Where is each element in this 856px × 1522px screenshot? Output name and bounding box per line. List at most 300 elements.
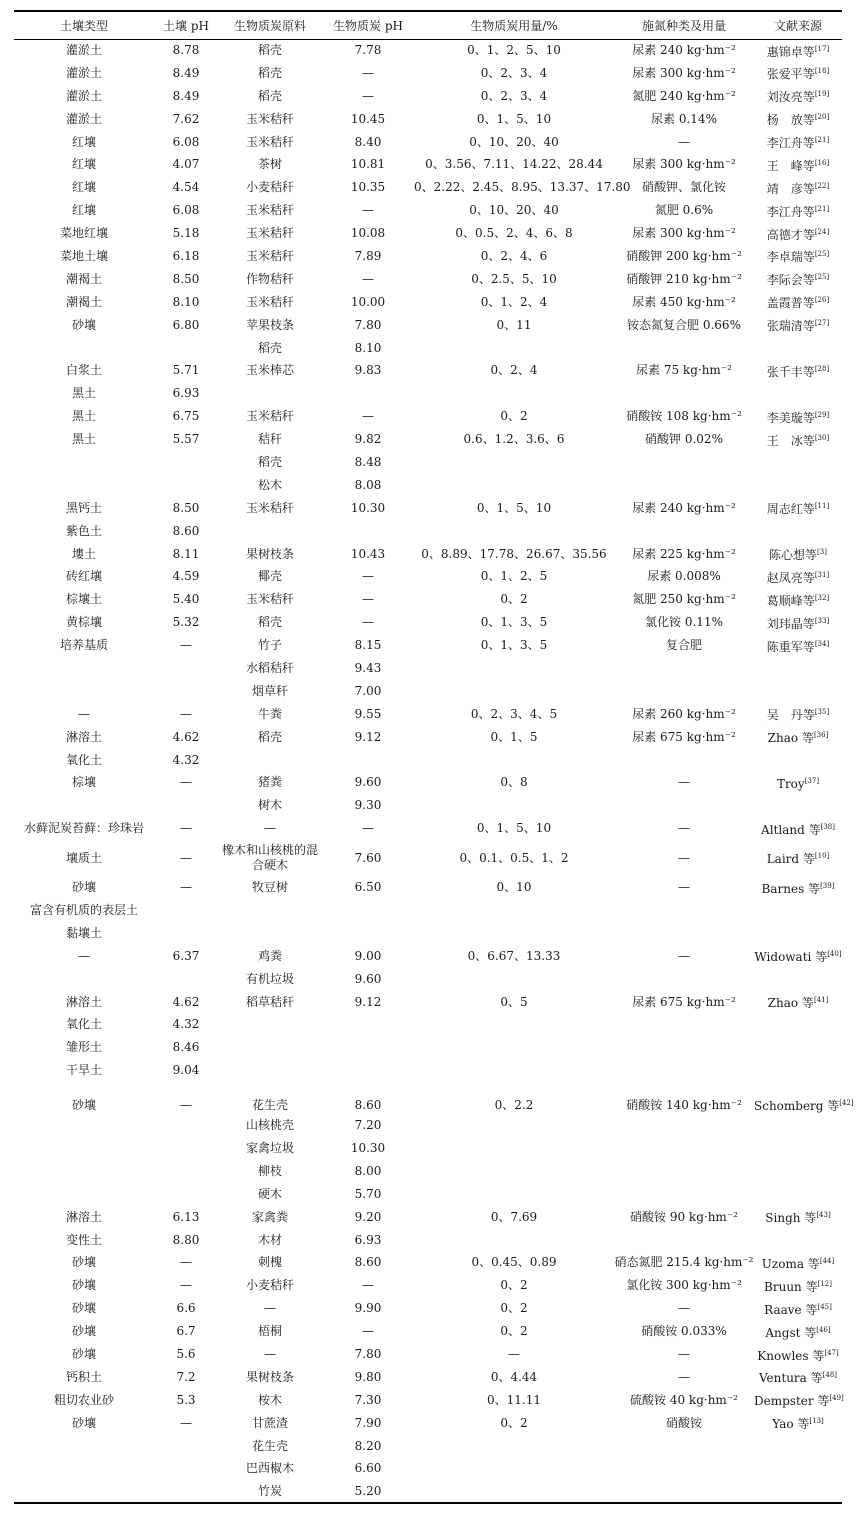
soil-type-cell: 黄棕壤 — [65, 615, 102, 630]
nitrogen-cell: — — [678, 1369, 690, 1384]
feedstock-cell: 牧豆树 — [251, 880, 288, 895]
table-row — [14, 1320, 842, 1343]
soil-type-cell — [14, 337, 154, 360]
soil-ph-cell: 4.54 — [172, 180, 200, 195]
soil-ph-cell — [154, 1458, 218, 1481]
soil-type-cell — [14, 794, 154, 817]
soil-type-cell: 砂壤 — [71, 1255, 96, 1270]
biochar-ph-cell — [322, 922, 414, 945]
soil-ph-cell: — — [180, 775, 192, 790]
reference-author: 高德才等 — [766, 227, 815, 242]
reference-cell — [754, 1274, 842, 1297]
header-biochar-feedstock: 生物质炭原料 — [218, 11, 322, 39]
table-row — [14, 772, 842, 795]
reference-cell — [754, 474, 842, 497]
biochar-ph-cell: 8.40 — [354, 134, 382, 149]
feedstock-cell — [218, 899, 322, 922]
biochar-rate-cell: 0、1、2、5 — [480, 569, 548, 584]
nitrogen-cell: 尿素 300 kg·hm⁻² — [632, 157, 736, 172]
soil-ph-cell: 8.50 — [172, 271, 200, 286]
reference-cell — [754, 588, 842, 611]
biochar-rate-cell — [414, 657, 614, 680]
biochar-ph-cell: 9.00 — [354, 948, 382, 963]
reference-cell — [754, 62, 842, 85]
soil-ph-cell — [154, 657, 218, 680]
reference-cell — [754, 199, 842, 222]
reference-author: Zhao 等 — [767, 996, 814, 1011]
feedstock-cell: 作物秸秆 — [245, 271, 294, 286]
feedstock-cell: 稻壳 — [257, 454, 282, 469]
nitrogen-cell — [614, 968, 754, 991]
soil-type-cell: 菜地红壤 — [59, 226, 108, 241]
header-nitrogen-type-rate: 施氮种类及用量 — [614, 11, 754, 39]
reference-citation: [31] — [814, 570, 830, 579]
feedstock-cell: — — [264, 1347, 276, 1362]
reference-cell — [754, 680, 842, 703]
nitrogen-cell: 氮肥 240 kg·hm⁻² — [632, 88, 736, 103]
reference-author: 王 峰等 — [766, 158, 815, 173]
biochar-rate-cell: 0、2 — [500, 592, 528, 607]
table-row — [14, 1480, 842, 1503]
feedstock-cell: 稻壳 — [257, 43, 282, 58]
reference-cell — [754, 1183, 842, 1206]
table-row — [14, 588, 842, 611]
table-row — [14, 1297, 842, 1320]
table-row — [14, 62, 842, 85]
soil-ph-cell: — — [180, 850, 192, 865]
soil-type-cell: 灌淤土 — [65, 111, 102, 126]
biochar-rate-cell — [414, 1458, 614, 1481]
nitrogen-cell: 硫酸铵 40 kg·hm⁻² — [630, 1392, 738, 1407]
table-row — [14, 680, 842, 703]
reference-author: 李美璇等 — [766, 410, 815, 425]
table-body — [14, 39, 854, 1503]
reference-citation: [41] — [813, 996, 829, 1005]
reference-citation: [19] — [814, 90, 830, 99]
soil-type-cell: 棕壤 — [71, 775, 96, 790]
soil-type-cell: 砖红壤 — [65, 569, 102, 584]
soil-type-cell — [14, 1160, 154, 1183]
feedstock-cell: 小麦秸秆 — [245, 1278, 294, 1293]
reference-citation: [20] — [814, 113, 830, 122]
reference-cell — [754, 899, 842, 922]
biochar-rate-cell: 0、2、4 — [490, 363, 538, 378]
reference-citation: [11] — [814, 502, 830, 511]
biochar-ph-cell: 8.60 — [354, 1097, 382, 1112]
biochar-rate-cell: 0、10、20、40 — [469, 134, 559, 149]
reference-cell — [754, 1297, 842, 1320]
soil-ph-cell: 8.78 — [172, 43, 200, 58]
biochar-ph-cell: 9.43 — [354, 660, 382, 675]
biochar-rate-cell — [414, 1160, 614, 1183]
reference-cell — [754, 772, 842, 795]
reference-citation: [36] — [813, 731, 829, 740]
feedstock-cell: 稻壳 — [257, 65, 282, 80]
biochar-rate-cell: 0、2、3、4 — [480, 88, 548, 103]
reference-cell — [754, 1435, 842, 1458]
reference-citation: [49] — [829, 1394, 844, 1403]
feedstock-cell: 玉米秸秆 — [245, 592, 294, 607]
biochar-rate-cell — [414, 1059, 614, 1082]
table-row — [14, 520, 842, 543]
table-row — [14, 1366, 842, 1389]
reference-citation: [40] — [827, 950, 842, 959]
table-row — [14, 497, 842, 520]
biochar-ph-cell: 8.08 — [354, 477, 382, 492]
table-row — [14, 991, 842, 1014]
soil-ph-cell — [154, 1480, 218, 1503]
table-row — [14, 657, 842, 680]
soil-ph-cell: — — [180, 1097, 192, 1112]
biochar-rate-cell: 0、2、4、6 — [480, 248, 548, 263]
feedstock-cell: 玉米秸秆 — [245, 500, 294, 515]
soil-type-cell: 砂壤 — [71, 1415, 96, 1430]
soil-ph-cell: 7.2 — [176, 1369, 196, 1384]
soil-type-cell: 菜地土壤 — [59, 248, 108, 263]
reference-cell — [754, 968, 842, 991]
reference-author: Bruun 等 — [764, 1279, 818, 1294]
nitrogen-cell: 氮肥 0.6% — [654, 203, 714, 218]
reference-author: 葛顺峰等 — [766, 593, 815, 608]
reference-citation: [33] — [814, 616, 830, 625]
soil-type-cell: 砂壤 — [71, 1278, 96, 1293]
feedstock-cell — [218, 1059, 322, 1082]
table-row — [14, 1343, 842, 1366]
biochar-rate-cell — [414, 337, 614, 360]
soil-type-cell: 白浆土 — [65, 363, 102, 378]
reference-author: 李江舟等 — [766, 136, 815, 150]
reference-cell — [754, 1252, 842, 1275]
feedstock-cell: 树木 — [257, 798, 282, 813]
soil-ph-cell: 8.46 — [172, 1040, 200, 1055]
table-row — [14, 1206, 842, 1229]
header-soil-ph: 土壤 pH — [154, 11, 218, 39]
reference-cell — [754, 611, 842, 634]
reference-cell — [754, 703, 842, 726]
reference-author: 杨 放等 — [766, 113, 815, 128]
table-row — [14, 817, 842, 840]
reference-author: 王 冰等 — [766, 433, 815, 448]
biochar-ph-cell: — — [362, 1278, 374, 1293]
feedstock-cell: 花生壳 — [251, 1438, 288, 1453]
biochar-rate-cell: 0、2 — [500, 1301, 528, 1316]
reference-author: 张千丰等 — [766, 364, 815, 379]
reference-cell — [754, 1366, 842, 1389]
reference-cell — [754, 922, 842, 945]
biochar-rate-cell — [414, 474, 614, 497]
feedstock-cell: 茶树 — [257, 157, 282, 172]
biochar-ph-cell: 9.60 — [354, 775, 382, 790]
soil-ph-cell: 4.62 — [172, 994, 200, 1009]
table-row — [14, 359, 842, 382]
reference-author: Uzoma 等 — [761, 1256, 820, 1271]
feedstock-cell: 家禽垃圾 — [245, 1141, 294, 1156]
table-row — [14, 726, 842, 749]
biochar-ph-cell: 6.50 — [354, 880, 382, 895]
feedstock-cell — [218, 749, 322, 772]
biochar-ph-cell: 7.90 — [354, 1415, 382, 1430]
nitrogen-cell: 尿素 240 kg·hm⁻² — [632, 43, 736, 58]
reference-cell — [754, 222, 842, 245]
soil-type-cell: 雏形土 — [65, 1040, 102, 1055]
biochar-ph-cell: 7.00 — [354, 683, 382, 698]
table-row — [14, 611, 842, 634]
reference-author: 盖霞普等 — [766, 296, 815, 311]
reference-author: 张瑞清等 — [766, 319, 815, 334]
biochar-ph-cell: 5.70 — [354, 1186, 382, 1201]
feedstock-cell: 牛粪 — [257, 706, 282, 721]
nitrogen-cell: 硝酸钾、氯化铵 — [641, 180, 726, 195]
soil-type-cell: 钙积土 — [65, 1369, 102, 1384]
table-row — [14, 291, 842, 314]
reference-citation: [32] — [814, 593, 830, 602]
biochar-rate-cell: 0、2 — [500, 1415, 528, 1430]
soil-ph-cell — [154, 968, 218, 991]
table-row — [14, 108, 842, 131]
nitrogen-cell: 尿素 450 kg·hm⁻² — [632, 294, 736, 309]
nitrogen-cell: 复合肥 — [665, 638, 702, 653]
table-row — [14, 337, 842, 360]
feedstock-cell: 烟草秆 — [251, 683, 288, 698]
biochar-ph-cell: — — [362, 271, 374, 286]
reference-citation: [28] — [814, 364, 830, 373]
reference-author: Altland 等 — [761, 822, 821, 837]
reference-cell — [754, 565, 842, 588]
nitrogen-cell: 尿素 260 kg·hm⁻² — [632, 706, 736, 721]
soil-ph-cell: 8.11 — [172, 546, 200, 561]
reference-cell — [754, 1160, 842, 1183]
soil-ph-cell: 6.08 — [172, 203, 200, 218]
soil-type-cell: 淋溶土 — [65, 729, 102, 744]
reference-cell — [754, 85, 842, 108]
soil-ph-cell: 8.10 — [172, 294, 200, 309]
table-row — [14, 153, 842, 176]
reference-citation: [42] — [839, 1099, 854, 1108]
table-row — [14, 703, 842, 726]
feedstock-cell: 木材 — [257, 1232, 282, 1247]
reference-author: 李际会等 — [766, 273, 815, 288]
nitrogen-cell: — — [678, 880, 690, 895]
nitrogen-cell — [614, 794, 754, 817]
reference-author: Widowati 等 — [754, 950, 828, 965]
nitrogen-cell: 氯化铵 0.11% — [645, 615, 723, 630]
biochar-ph-cell: 8.10 — [354, 340, 382, 355]
table-row — [14, 1082, 842, 1114]
nitrogen-cell — [614, 451, 754, 474]
biochar-ph-cell: 9.83 — [354, 363, 382, 378]
reference-citation: [3] — [817, 548, 827, 557]
biochar-ph-cell — [322, 520, 414, 543]
reference-citation: [18] — [814, 67, 830, 76]
reference-author: 刘玮晶等 — [766, 616, 815, 631]
soil-type-cell: 砂壤 — [71, 880, 96, 895]
soil-type-cell — [14, 968, 154, 991]
table-row — [14, 840, 842, 876]
biochar-rate-cell — [414, 1229, 614, 1252]
nitrogen-cell: — — [678, 850, 690, 865]
soil-type-cell: 灌淤土 — [65, 88, 102, 103]
reference-author: Laird 等 — [766, 852, 815, 867]
biochar-ph-cell — [322, 1036, 414, 1059]
nitrogen-cell — [614, 1059, 754, 1082]
table-row — [14, 1059, 842, 1082]
reference-citation: [37] — [804, 776, 820, 785]
soil-ph-cell: 4.32 — [172, 752, 200, 767]
reference-citation: [12] — [817, 1279, 832, 1288]
table-row — [14, 749, 842, 772]
feedstock-cell: 水稻秸秆 — [245, 660, 294, 675]
reference-cell — [754, 945, 842, 968]
soil-ph-cell: — — [180, 821, 192, 836]
biochar-ph-cell — [322, 1059, 414, 1082]
biochar-rate-cell — [414, 451, 614, 474]
reference-author: Barnes 等 — [761, 881, 821, 896]
table-row — [14, 131, 842, 154]
biochar-rate-cell: 0、1、3、5 — [480, 638, 548, 653]
biochar-rate-cell: 0.6、1.2、3.6、6 — [463, 432, 565, 447]
nitrogen-cell: 硝酸铵 108 kg·hm⁻² — [626, 409, 742, 424]
feedstock-cell: 硬木 — [257, 1186, 282, 1201]
reference-citation: [35] — [814, 708, 830, 717]
soil-type-cell: 紫色土 — [65, 523, 102, 538]
reference-citation: [27] — [814, 319, 830, 328]
biochar-ph-cell: 9.12 — [354, 729, 382, 744]
biochar-rate-cell: — — [508, 1347, 520, 1362]
biochar-rate-cell — [414, 1014, 614, 1037]
biochar-rate-cell: 0、0.5、2、4、6、8 — [455, 226, 573, 241]
nitrogen-cell: 尿素 225 kg·hm⁻² — [632, 546, 736, 561]
biochar-rate-cell — [414, 1183, 614, 1206]
reference-author: Zhao 等 — [767, 731, 814, 746]
biochar-rate-cell — [414, 968, 614, 991]
header-soil-type: 土壤类型 — [14, 11, 154, 39]
soil-type-cell: 淋溶土 — [65, 1209, 102, 1224]
reference-citation: [38] — [820, 822, 835, 831]
feedstock-cell — [218, 1036, 322, 1059]
table-row — [14, 565, 842, 588]
soil-ph-cell: 8.50 — [172, 500, 200, 515]
reference-author: 李江舟等 — [766, 204, 815, 219]
feedstock-cell: 甘蔗渣 — [251, 1415, 288, 1430]
feedstock-cell: — — [264, 821, 276, 836]
soil-type-cell: 灌淤土 — [65, 43, 102, 58]
nitrogen-cell — [614, 1036, 754, 1059]
nitrogen-cell: 硝酸钾 0.02% — [645, 432, 723, 447]
feedstock-cell: 猪粪 — [257, 775, 282, 790]
table-header-row — [14, 11, 842, 39]
reference-cell — [754, 1014, 842, 1037]
biochar-rate-cell: 0、1、5、10 — [476, 500, 552, 515]
soil-type-cell: 砂壤 — [71, 1324, 96, 1339]
biochar-rate-cell: 0、1、3、5 — [480, 615, 548, 630]
reference-citation: [47] — [824, 1348, 839, 1357]
soil-ph-cell: 5.18 — [172, 226, 200, 241]
reference-citation: [43] — [816, 1211, 831, 1220]
table-row — [14, 474, 842, 497]
reference-author: Schomberg 等 — [754, 1099, 840, 1114]
biochar-ph-cell: 7.20 — [354, 1118, 382, 1133]
feedstock-cell: 玉米秸秆 — [245, 203, 294, 218]
reference-cell — [754, 1412, 842, 1435]
feedstock-cell: — — [264, 1301, 276, 1316]
biochar-rate-cell: 0、0.1、0.5、1、2 — [459, 850, 569, 865]
biochar-rate-cell: 0、2 — [500, 1324, 528, 1339]
soil-ph-cell: 4.62 — [172, 729, 200, 744]
reference-cell — [754, 749, 842, 772]
nitrogen-cell: 铵态氮复合肥 0.66% — [627, 317, 741, 332]
table-row — [14, 268, 842, 291]
biochar-ph-cell — [322, 1014, 414, 1037]
soil-ph-cell: — — [180, 1255, 192, 1270]
table-row — [14, 1014, 842, 1037]
nitrogen-cell: 尿素 240 kg·hm⁻² — [632, 500, 736, 515]
nitrogen-cell — [614, 474, 754, 497]
soil-type-cell: 黑土 — [71, 386, 96, 401]
nitrogen-cell: — — [678, 948, 690, 963]
biochar-rate-cell: 0、8.89、17.78、26.67、35.56 — [421, 546, 607, 561]
biochar-rate-cell: 0、1、2、4 — [480, 294, 548, 309]
biochar-ph-cell: — — [362, 615, 374, 630]
nitrogen-cell: 尿素 675 kg·hm⁻² — [632, 994, 736, 1009]
reference-cell — [754, 337, 842, 360]
soil-type-cell: 黑钙土 — [65, 500, 102, 515]
biochar-rate-cell — [414, 1114, 614, 1137]
soil-ph-cell: 8.60 — [172, 523, 200, 538]
reference-citation: [25] — [814, 273, 830, 282]
soil-ph-cell: — — [180, 638, 192, 653]
biochar-ph-cell: — — [362, 821, 374, 836]
soil-type-cell — [14, 1183, 154, 1206]
nitrogen-cell: 硝酸铵 0.033% — [641, 1324, 727, 1339]
reference-author: Troy — [776, 776, 805, 791]
reference-cell — [754, 1082, 854, 1114]
biochar-rate-cell: 0、1、5、10 — [476, 821, 552, 836]
soil-ph-cell: 8.49 — [172, 65, 200, 80]
feedstock-cell: 梧桐 — [257, 1324, 282, 1339]
biochar-ph-cell: — — [362, 88, 374, 103]
reference-citation: [21] — [814, 136, 830, 144]
reference-citation: [17] — [814, 44, 830, 53]
biochar-ph-cell: 7.30 — [354, 1392, 382, 1407]
biochar-ph-cell: 7.80 — [354, 1347, 382, 1362]
nitrogen-cell: 尿素 300 kg·hm⁻² — [632, 226, 736, 241]
feedstock-cell: 橡木和山核桃的混合硬木 — [221, 843, 318, 873]
reference-cell — [754, 1229, 842, 1252]
reference-citation: [48] — [822, 1371, 838, 1380]
feedstock-cell: 玉米秸秆 — [245, 409, 294, 424]
biochar-rate-cell: 0、2 — [500, 409, 528, 424]
table-row — [14, 1389, 842, 1412]
soil-ph-cell — [154, 1114, 218, 1137]
soil-ph-cell: 8.49 — [172, 88, 200, 103]
nitrogen-cell — [614, 899, 754, 922]
biochar-rate-cell — [414, 749, 614, 772]
biochar-nitrogen-table — [14, 10, 854, 1504]
feedstock-cell: 刺槐 — [257, 1255, 282, 1270]
biochar-ph-cell: 9.82 — [354, 432, 382, 447]
biochar-rate-cell: 0、4.44 — [490, 1369, 538, 1384]
biochar-rate-cell — [414, 899, 614, 922]
reference-cell — [754, 1137, 842, 1160]
reference-citation: [45] — [817, 1302, 832, 1311]
soil-ph-cell — [154, 337, 218, 360]
reference-cell — [754, 657, 842, 680]
biochar-ph-cell: 9.12 — [354, 994, 382, 1009]
biochar-rate-cell: 0、3.56、7.11、14.22、28.44 — [425, 157, 603, 172]
soil-ph-cell — [154, 1183, 218, 1206]
biochar-ph-cell: 7.80 — [354, 317, 382, 332]
feedstock-cell: 玉米秸秆 — [245, 111, 294, 126]
